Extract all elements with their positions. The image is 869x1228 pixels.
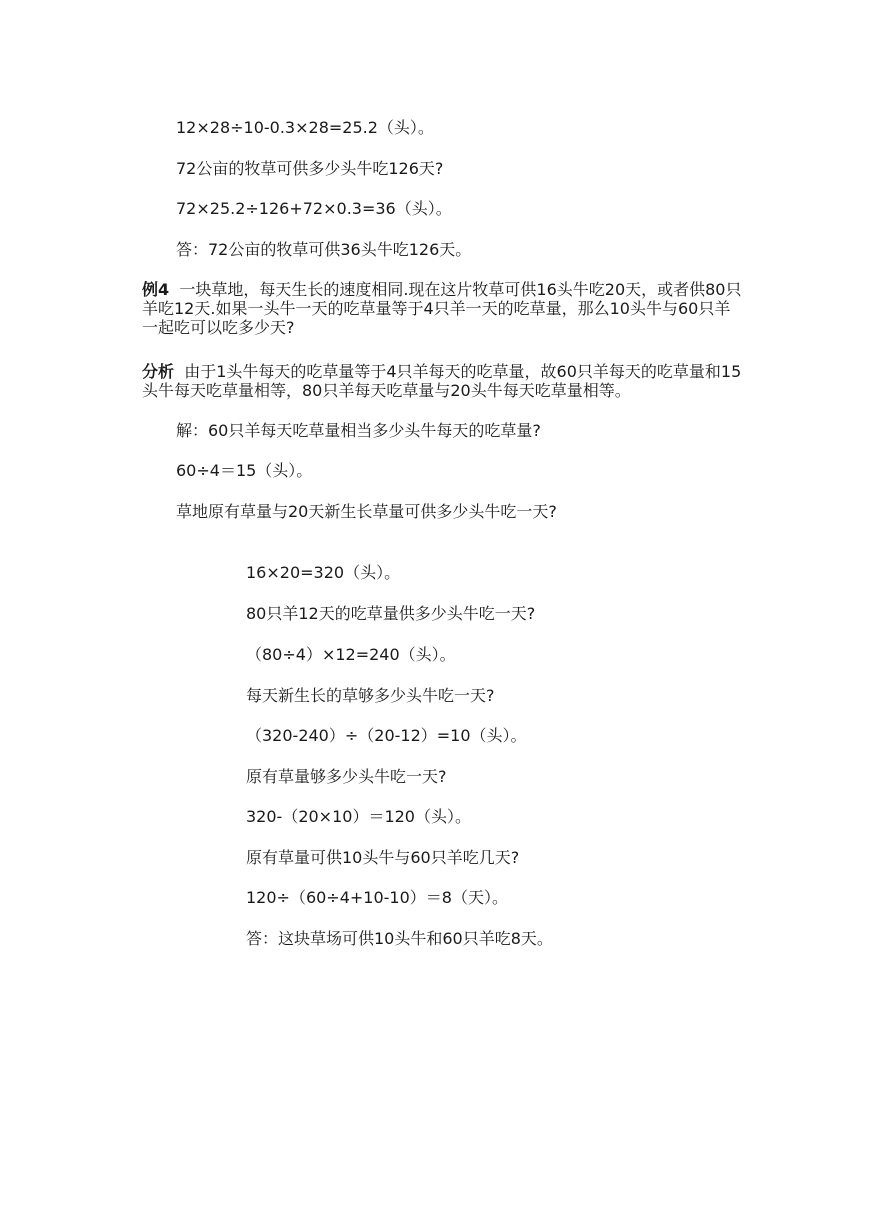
equation-line: （320-240）÷（20-12）=10（头）。	[246, 726, 527, 745]
equation-line: 12×28÷10-0.3×28=25.2（头）。	[176, 118, 434, 137]
equation-line: 320-（20×10）＝120（头）。	[246, 807, 471, 826]
equation-line: 60÷4＝15（头）。	[176, 461, 313, 480]
equation-line: （80÷4）×12=240（头）。	[246, 645, 456, 664]
example-text: 一块草地，每天生长的速度相同.现在这片牧草可供16头牛吃20天，或者供80只羊吃12天.如果一头牛一天的吃草量等于4只羊一天的吃草量，那么10头牛与60只羊一起吃可以吃多少天?	[142, 280, 742, 337]
answer-line: 答：72公亩的牧草可供36头牛吃126天。	[176, 240, 472, 259]
equation-line: 72×25.2÷126+72×0.3=36（头）。	[176, 199, 452, 218]
equation-line: 120÷（60÷4+10-10）＝8（天）。	[246, 888, 508, 907]
equation-line: 16×20=320（头）。	[246, 563, 401, 582]
example-label: 例4	[142, 280, 170, 299]
question-line: 每天新生长的草够多少头牛吃一天?	[246, 686, 495, 705]
answer-line: 答：这块草场可供10头牛和60只羊吃8天。	[246, 929, 553, 948]
question-line: 72公亩的牧草可供多少头牛吃126天?	[176, 159, 444, 178]
question-line: 原有草量够多少头牛吃一天?	[246, 767, 447, 786]
analysis-label: 分析	[142, 362, 175, 381]
analysis-text: 由于1头牛每天的吃草量等于4只羊每天的吃草量，故60只羊每天的吃草量和15头牛每天吃草量相等，80只羊每天吃草量与20头牛每天吃草量相等。	[142, 362, 742, 400]
analysis-paragraph	[142, 362, 742, 400]
question-line: 草地原有草量与20天新生长草量可供多少头牛吃一天?	[176, 502, 557, 521]
question-line: 80只羊12天的吃草量供多少头牛吃一天?	[246, 604, 536, 623]
solution-line: 解：60只羊每天吃草量相当多少头牛每天的吃草量?	[176, 421, 541, 440]
example-paragraph	[142, 280, 742, 337]
question-line: 原有草量可供10头牛与60只羊吃几天?	[246, 848, 520, 867]
